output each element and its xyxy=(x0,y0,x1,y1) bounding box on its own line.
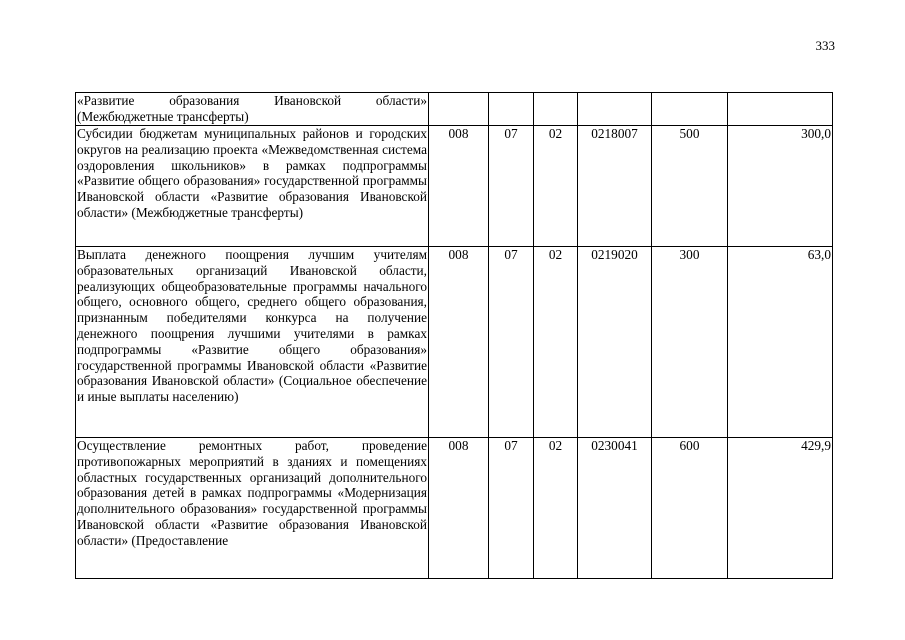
row-subsection-code: 02 xyxy=(534,126,578,247)
row-ministry-code xyxy=(429,93,489,126)
row-ministry-code: 008 xyxy=(429,438,489,579)
table-row xyxy=(76,247,833,438)
row-ministry-code: 008 xyxy=(429,247,489,438)
row-section-code: 07 xyxy=(489,247,534,438)
row-ministry-code: 008 xyxy=(429,126,489,247)
page-number: 333 xyxy=(815,38,835,53)
row-description: Выплата денежного поощрения лучшим учителям образовательных организаций Ивановской области, реализующих общеобразовательные программы начального общего, основного общего, среднего общего образования, признанным победителями конкурса на получение денежного поощрения лучшими учителями в рамках подпрограммы «Развитие общего образования» государственной программы Ивановской области «Развитие образования Ивановской области» (Социальное обеспечение и иные выплаты населению) xyxy=(76,247,429,438)
row-amount: 300,0 xyxy=(728,126,833,247)
row-subsection-code: 02 xyxy=(534,438,578,579)
row-amount: 429,9 xyxy=(728,438,833,579)
table-row xyxy=(76,438,833,579)
row-section-code: 07 xyxy=(489,438,534,579)
row-subsection-code xyxy=(534,93,578,126)
row-section-code xyxy=(489,93,534,126)
row-target-article: 0219020 xyxy=(578,247,652,438)
row-description: Осуществление ремонтных работ, проведение противопожарных мероприятий в зданиях и помещениях областных государственных организаций дополнительного образования детей в рамках подпрограммы «Модернизация дополнительного образования» государственной программы Ивановской области «Развитие образования Ивановской области» (Предоставление xyxy=(76,438,429,579)
row-amount: 63,0 xyxy=(728,247,833,438)
row-description: «Развитие образования Ивановской области» (Межбюджетные трансферты) xyxy=(77,93,427,124)
row-expense-type: 600 xyxy=(652,438,728,579)
budget-table xyxy=(75,92,833,579)
row-amount xyxy=(728,93,833,126)
row-subsection-code: 02 xyxy=(534,247,578,438)
table-row xyxy=(76,93,833,126)
row-expense-type: 300 xyxy=(652,247,728,438)
table-row xyxy=(76,126,833,247)
row-target-article: 0230041 xyxy=(578,438,652,579)
row-target-article xyxy=(578,93,652,126)
row-section-code: 07 xyxy=(489,126,534,247)
row-target-article: 0218007 xyxy=(578,126,652,247)
row-expense-type xyxy=(652,93,728,126)
row-description: Субсидии бюджетам муниципальных районов и городских округов на реализацию проекта «Межведомственная система оздоровления школьников» в рамках подпрограммы «Развитие общего образования» государственной программы Ивановской области «Развитие образования Ивановской области» (Межбюджетные трансферты) xyxy=(76,126,429,247)
row-expense-type: 500 xyxy=(652,126,728,247)
